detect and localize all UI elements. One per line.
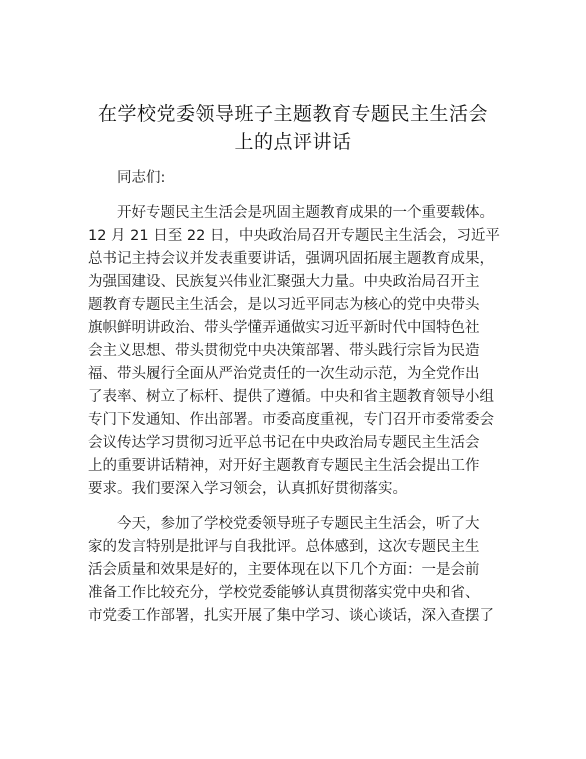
paragraph-line: 上的重要讲话精神，对开好主题教育专题民主生活会提出工作 <box>88 458 480 474</box>
paragraph-line: 12 月 21 日至 22 日，中央政治局召开专题民主生活会，习近平 <box>88 228 500 244</box>
paragraph-line: 准备工作比较充分，学校党委能够认真贯彻落实党中央和省、 <box>88 585 480 601</box>
paragraph-line: 会议传达学习贯彻习近平总书记在中央政治局专题民主生活会 <box>88 435 480 451</box>
paragraph-line: 市党委工作部署，扎实开展了集中学习、谈心谈话，深入查摆了 <box>88 608 494 624</box>
paragraph-line: 福、带头履行全面从严治党责任的一次生动示范，为全党作出 <box>88 366 480 382</box>
paragraph-line: 专门下发通知、作出部署。市委高度重视，专门召开市委常委会 <box>88 412 494 428</box>
paragraph-line: 家的发言特别是批评与自我批评。总体感到，这次专题民主生 <box>88 539 480 555</box>
document-body <box>88 167 508 628</box>
paragraph-line: 了表率、树立了标杆、提供了遵循。中央和省主题教育领导小组 <box>88 389 494 405</box>
document-title <box>0 100 586 156</box>
paragraph-line: 总书记主持会议并发表重要讲话，强调巩固拓展主题教育成果， <box>88 251 494 267</box>
title-line-2: 上的点评讲话 <box>234 131 352 153</box>
paragraph-line: 活会质量和效果是好的，主要体现在以下几个方面：一是会前 <box>88 562 480 578</box>
paragraph-2 <box>88 513 508 628</box>
paragraph-line: 开好专题民主生活会是巩固主题教育成果的一个重要载体。 <box>117 205 494 221</box>
paragraph-line: 旗帜鲜明讲政治、带头学懂弄通做实习近平新时代中国特色社 <box>88 320 480 336</box>
title-line-1: 在学校党委领导班子主题教育专题民主生活会 <box>97 103 488 125</box>
paragraph-line: 今天，参加了学校党委领导班子专题民主生活会，听了大 <box>117 516 480 532</box>
salutation: 同志们: <box>117 170 166 186</box>
paragraph-1 <box>88 202 508 501</box>
paragraph-line: 要求。我们要深入学习领会，认真抓好贯彻落实。 <box>88 481 407 497</box>
paragraph-line: 为强国建设、民族复兴伟业汇聚强大力量。中央政治局召开主 <box>88 274 480 290</box>
paragraph-line: 会主义思想、带头贯彻党中央决策部署、带头践行宗旨为民造 <box>88 343 480 359</box>
paragraph-line: 题教育专题民主生活会，是以习近平同志为核心的党中央带头 <box>88 297 480 313</box>
